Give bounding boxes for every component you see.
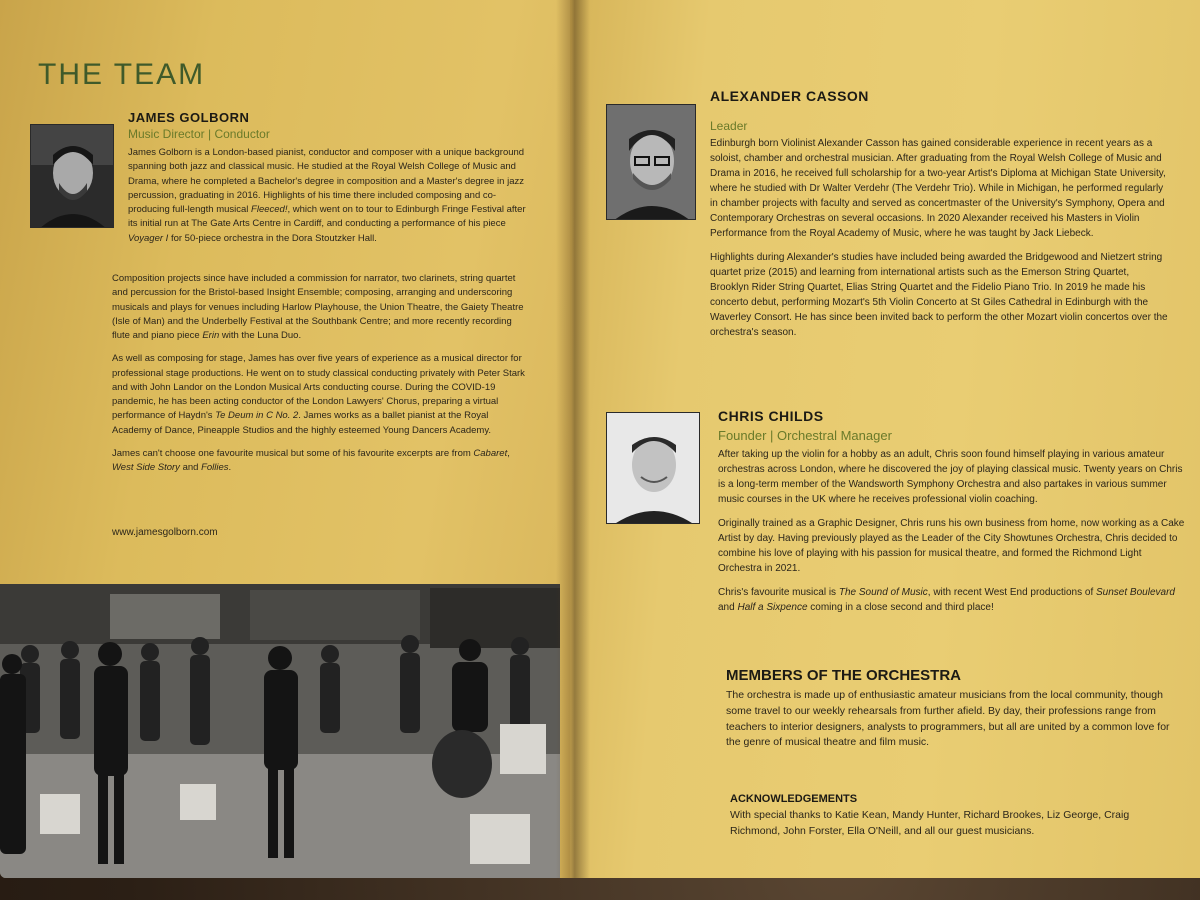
chris-bio-paragraph-2: Originally trained as a Graphic Designer, Chris runs his own business from home, now working as a Cake Artist by day. Having previously played as the Leader of the City Showtunes Orchestra, Chris decided to combine his love of playing with his passion for musical theatre, and formed the Richmond Light Orchestra in 2021.: [718, 518, 1185, 574]
james-bio-paragraph-3: As well as composing for stage, James has over five years of experience as a musical director for professional stage productions. He went on to study classical conducting privately with Peter Stark and with John Landor on the London Musical Arts conducting course. During the COVID-19 pandemic, he has been acting conductor of the London Lawyers' Chorus, preparing a virtual performance of Haydn's Te Deum in C No. 2. James works as a ballet pianist at the Royal Academy of Dance, Pineapple Studios and the highly esteemed Young Dancers Academy.: [112, 353, 525, 436]
left-page: [0, 0, 578, 878]
james-bio-paragraph-2: Composition projects since have included a commission for narrator, two clarinets, string quartet and percussion for the Bristol-based Insight Ensemble; composing, arranging and underscoring musicals and plays for venues including Harlow Playhouse, the Union Theatre, the Gaiety Theatre (Isle of Man) and the Underbelly Festival at the Southbank Centre; and more recently recording flute and piano piece Erin with the Luna Duo.: [112, 273, 524, 341]
james-role: Music Director | Conductor: [128, 127, 270, 141]
alexander-bio: [710, 136, 1170, 349]
chris-name: CHRIS CHILDS: [718, 408, 824, 424]
chris-childs-portrait: [606, 412, 700, 524]
alexander-role: Leader: [710, 119, 748, 133]
james-name: JAMES GOLBORN: [128, 110, 250, 125]
acknowledgements-text: With special thanks to Katie Kean, Mandy Hunter, Richard Brookes, Liz George, Craig Richmond, John Forster, Ella O'Neill, and all our guest musicians.: [730, 809, 1130, 837]
james-website-link[interactable]: www.jamesgolborn.com: [112, 527, 218, 538]
alexander-bio-paragraph-2: Highlights during Alexander's studies have included being awarded the Bridgewood and Nietzert string quartet prize (2015) and learning from international artists such as the Emerson String Quartet, Brooklyn Rider String Quartet, Elias String Quartet and the Fidelio Piano Trio. In 2019 he made his concerto debut, performing Mozart's 5th Violin Concerto at St Giles Cathedral in Edinburgh with the Waverley Consort. He has since been invited back to perform the other Mozart violin concertos over the orchestra's season.: [710, 252, 1168, 338]
members-text: The orchestra is made up of enthusiastic amateur musicians from the local community, though some travel to our weekly rehearsals from further afield. By day, their professions range from teachers to interior designers, analysts to programmers, but all are united by a common love for the genre of musical theatre and film music.: [726, 689, 1170, 749]
chris-bio-paragraph-3: Chris's favourite musical is The Sound of Music, with recent West End productions of Sunset Boulevard and Half a Sixpence coming in a close second and third place!: [718, 587, 1175, 613]
james-bio-paragraph-4: James can't choose one favourite musical but some of his favourite excerpts are from Cabaret, West Side Story and Follies.: [112, 447, 510, 473]
alexander-bio-paragraph-1: Edinburgh born Violinist Alexander Casson has gained considerable experience in recent years as a soloist, chamber and orchestral musician. After graduating from the Royal Welsh College of Music and Drama in 2016, he received full scholarship for a two-year Artist's Diploma at Michigan State University, where he studied with Dr Walter Verdehr (The Verdehr Trio). While in Michigan, he performed regularly in chamber projects with faculty and served as concertmaster of the University's Symphony, Opera and Contemporary Orchestras on several occasions. In 2020 Alexander received his Masters in Violin Performance from the Royal Academy of Music, where he was taught by Jack Liebeck.: [710, 138, 1166, 239]
acknowledgements-heading: ACKNOWLEDGEMENTS: [730, 793, 858, 805]
section-title: THE TEAM: [38, 58, 206, 91]
james-bio-paragraph-1: James Golborn is a London-based pianist, conductor and composer with a unique background spanning both jazz and classical music. He studied at the Royal Welsh College of Music and Drama, where he completed a Bachelor's degree in composition and a Master's degree in jazz percussion, graduating in 2016. Highlights of his time there included composing and co-producing full-length musical Fleeced!, which went on to tour to Edinburgh Fringe Festival after its initial run at The Gate Arts Centre in Cardiff, and conducting a performance of his piece Voyager I for 50-piece orchestra in the Dora Stoutzker Hall.: [128, 147, 526, 244]
members-heading: MEMBERS OF THE ORCHESTRA: [726, 667, 962, 684]
james-bio: [128, 146, 528, 255]
alexander-name: ALEXANDER CASSON: [710, 88, 869, 104]
chris-bio: [718, 447, 1186, 624]
james-golborn-portrait: [30, 124, 114, 228]
orchestra-group-photo: [0, 584, 560, 878]
james-bio-continued: [112, 272, 530, 484]
chris-role: Founder | Orchestral Manager: [718, 428, 892, 443]
alexander-casson-portrait: [606, 104, 696, 220]
chris-bio-paragraph-1: After taking up the violin for a hobby as an adult, Chris soon found himself playing in various amateur orchestras across London, where he discovered the joy of playing classical music. Twenty years on Chris is a long-term member of the Wandsworth Symphony Orchestra and also partakes in various summer music courses in the UK where he receives professional violin coaching.: [718, 449, 1183, 505]
right-page: [570, 0, 1200, 878]
